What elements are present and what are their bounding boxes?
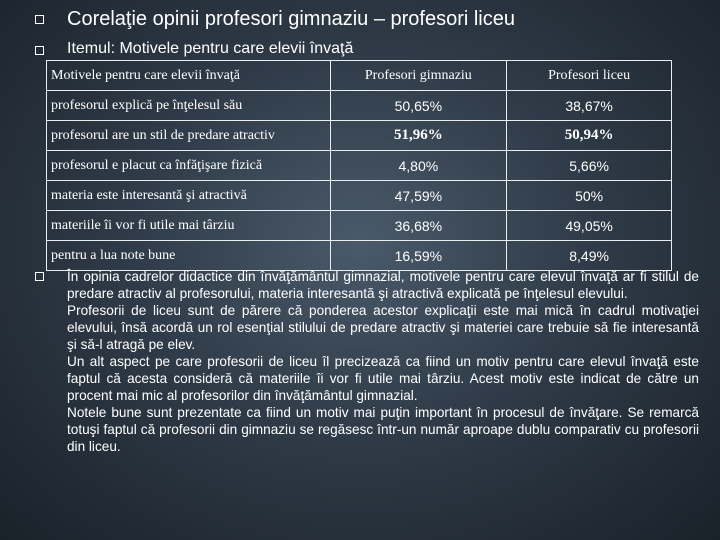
gimnaziu-cell: 16,59% (330, 241, 507, 271)
bullet-icon (35, 272, 44, 281)
column-header-liceu: Profesori liceu (507, 61, 672, 91)
motive-cell: pentru a lua note bune (47, 241, 331, 271)
table-row (47, 121, 672, 151)
motive-cell: profesorul explică pe înţelesul său (47, 91, 331, 121)
motive-cell: profesorul are un stil de predare atractiv (47, 121, 331, 151)
table-row (47, 211, 672, 241)
gimnaziu-cell: 50,65% (330, 91, 507, 121)
paragraph: În opinia cadrelor didactice din învăţământul gimnazial, motivele pentru care elevul învaţă ar fi stilul de predare atractiv al profesorului, materia interesantă şi atractivă explicată pe înţelesul elevului. (67, 269, 699, 301)
bullet-icon (35, 46, 44, 55)
liceu-cell: 50,94% (507, 121, 672, 151)
liceu-cell: 49,05% (507, 211, 672, 241)
table-row (47, 181, 672, 211)
table-row (47, 91, 672, 121)
liceu-cell: 8,49% (507, 241, 672, 271)
gimnaziu-cell: 36,68% (330, 211, 507, 241)
table-header-row (47, 61, 672, 91)
motives-table (46, 60, 672, 271)
motive-cell: materiile îi vor fi utile mai târziu (47, 211, 331, 241)
column-header-motive: Motivele pentru care elevii învaţă (47, 61, 331, 91)
paragraph: Un alt aspect pe care profesorii de liceu îl precizează ca fiind un motiv pentru care elevul învaţă este faptul că acesta consideră că materiile îi vor fi utile mai târziu. Acest motiv este indicat de către un procent mai mic al profesorilor din învăţământul gimnazial. (67, 354, 699, 403)
motive-cell: materia este interesantă şi atractivă (47, 181, 331, 211)
paragraph: Notele bune sunt prezentate ca fiind un motiv mai puţin important în procesul de învăţare. Se remarcă totuşi faptul că profesorii din gimnaziu se regăsesc într-un număr aproape dublu comparativ cu profesorii din liceu. (67, 405, 699, 454)
motive-cell: profesorul e placut ca înfăţişare fizică (47, 151, 331, 181)
gimnaziu-cell: 4,80% (330, 151, 507, 181)
commentary-text (67, 268, 699, 455)
liceu-cell: 50% (507, 181, 672, 211)
paragraph: Profesorii de liceu sunt de părere că ponderea acestor explicaţii este mai mică în cadrul motivaţiei elevului, însă acordă un rol esenţial stilului de predare atractiv şi materiei care trebuie să fie interesantă şi să-l atragă pe elev. (67, 303, 699, 352)
gimnaziu-cell: 51,96% (330, 121, 507, 151)
liceu-cell: 5,66% (507, 151, 672, 181)
table-row (47, 151, 672, 181)
column-header-gimnaziu: Profesori gimnaziu (330, 61, 507, 91)
bullet-icon (35, 15, 44, 24)
liceu-cell: 38,67% (507, 91, 672, 121)
gimnaziu-cell: 47,59% (330, 181, 507, 211)
slide-subtitle: Itemul: Motivele pentru care elevii învaţă (67, 40, 354, 57)
slide-title: Corelaţie opinii profesori gimnaziu – profesori liceu (67, 8, 515, 30)
table-row (47, 241, 672, 271)
